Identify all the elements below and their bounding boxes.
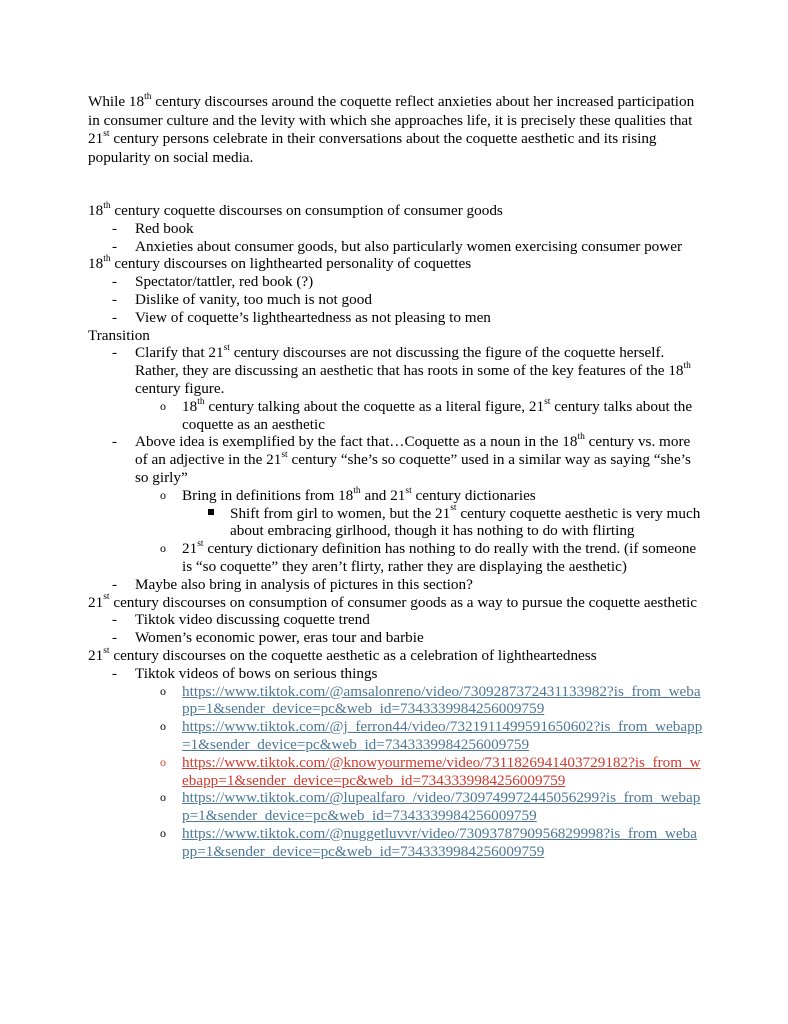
section-3-list: [88, 611, 703, 647]
section-1-list: [88, 220, 703, 256]
intro-superscript-2: st: [103, 129, 110, 140]
intro-superscript-1: th: [144, 91, 152, 102]
circle-bullet: o: [160, 790, 166, 805]
dash-bullet: -: [112, 344, 118, 362]
list-item: - Clarify that 21st century discourses are not discussing the figure of the coquette herself. Rather, they are discussing an aesthetic that has roots in some of the key features of the 18th century figure.: [112, 343, 691, 397]
section-heading-3: 21st century discourses on consumption of consumer goods as a way to pursue the coquette aesthetic: [88, 592, 698, 611]
dash-bullet: -: [112, 273, 118, 291]
circle-bullet: o: [160, 398, 166, 413]
list-item: Shift from girl to women, but the 21st century coquette aesthetic is very much about embracing girlhood, though it has nothing to do with flirting: [88, 505, 703, 541]
dash-bullet: -: [112, 308, 118, 326]
tiktok-link-4[interactable]: https://www.tiktok.com/@lupealfaro_/video/7309749972445056299?is_from_webapp=1&sender_device=pc&web_id=7343339984256009759: [182, 789, 701, 825]
intro-text-2: century discourses around the coquette reflect anxieties about her increased participation in consumer culture and the levity with which she approaches life, it is precisely these qualities that 21: [88, 93, 695, 148]
dash-bullet: -: [112, 611, 118, 629]
circle-bullet: o: [160, 825, 166, 840]
section-heading-2: 18th century discourses on lighthearted personality of coquettes: [88, 254, 472, 273]
square-bullet-icon: [208, 509, 214, 515]
list-item: [88, 754, 703, 790]
list-item: [88, 825, 703, 861]
outline: [88, 202, 703, 860]
list-item: - Spectator/tattler, red book (?): [112, 273, 314, 291]
list-item: - Dislike of vanity, too much is not good: [112, 290, 372, 308]
dash-bullet: -: [112, 290, 118, 308]
list-item: o 18th century talking about the coquette as a literal figure, 21st century talks about the coquette as an aesthetic: [160, 396, 693, 433]
dash-bullet: -: [112, 219, 118, 237]
circle-bullet: o: [160, 754, 166, 769]
circle-bullet: o: [160, 487, 166, 502]
dash-bullet: -: [112, 664, 118, 682]
dash-bullet: -: [112, 629, 118, 647]
list-item: - View of coquette’s lightheartedness as not pleasing to men: [112, 308, 491, 326]
list-item: - Red book: [112, 219, 194, 237]
list-item: - Women’s economic power, eras tour and barbie: [112, 629, 424, 647]
list-item: o Bring in definitions from 18th and 21st century dictionaries: [160, 485, 536, 504]
list-item: [88, 789, 703, 825]
tiktok-link-2[interactable]: https://www.tiktok.com/@j_ferron44/video/7321911499591650602?is_from_webapp=1&sender_device=pc&web_id=7343339984256009759: [182, 718, 703, 753]
tiktok-link-1[interactable]: https://www.tiktok.com/@amsalonreno/video/7309287372431133982?is_from_webapp=1&sender_device=pc&web_id=7343339984256009759: [182, 682, 701, 718]
intro-text-1: While 18: [88, 93, 145, 110]
list-item: - Anxieties about consumer goods, but also particularly women exercising consumer power: [112, 237, 683, 255]
transition-list: [88, 344, 703, 593]
intro-text-3: century persons celebrate in their conversations about the coquette aesthetic and its rising popularity on social media.: [88, 130, 657, 166]
list-item: [88, 683, 703, 719]
circle-bullet: o: [160, 541, 166, 556]
list-item: - Maybe also bring in analysis of pictures in this section?: [112, 575, 473, 593]
tiktok-link-5[interactable]: https://www.tiktok.com/@nuggetluvvr/video/7309378790956829998?is_from_webapp=1&sender_device=pc&web_id=7343339984256009759: [182, 824, 697, 860]
list-item: - Above idea is exemplified by the fact that…Coquette as a noun in the 18th century vs. more of an adjective in the 21st century “she’s so coquette” used in a similar way as saying “she’s so girly”: [112, 432, 691, 486]
list-item: o 21st century dictionary definition has nothing to do really with the trend. (if someone is “so coquette” they aren’t flirty, rather they are displaying the aesthetic): [160, 539, 697, 575]
list-item: - Tiktok video discussing coquette trend: [112, 611, 370, 629]
circle-bullet: o: [160, 683, 166, 698]
list-item: [88, 718, 703, 754]
section-heading-4: 21st century discourses on the coquette aesthetic as a celebration of lightheartedness: [88, 645, 597, 664]
intro-paragraph: [88, 93, 708, 167]
transition-heading: Transition: [88, 326, 150, 344]
section-2-list: [88, 273, 703, 326]
dash-bullet: -: [112, 433, 118, 451]
circle-bullet: o: [160, 719, 166, 734]
dash-bullet: -: [112, 237, 118, 255]
list-item: - Tiktok videos of bows on serious things: [112, 664, 378, 682]
section-heading-1: 18th century coquette discourses on consumption of consumer goods: [88, 200, 503, 219]
dash-bullet: -: [112, 575, 118, 593]
tiktok-link-3[interactable]: https://www.tiktok.com/@knowyourmeme/video/7311826941403729182?is_from_webapp=1&sender_device=pc&web_id=7343339984256009759: [182, 753, 701, 789]
section-4-list: [88, 665, 703, 861]
